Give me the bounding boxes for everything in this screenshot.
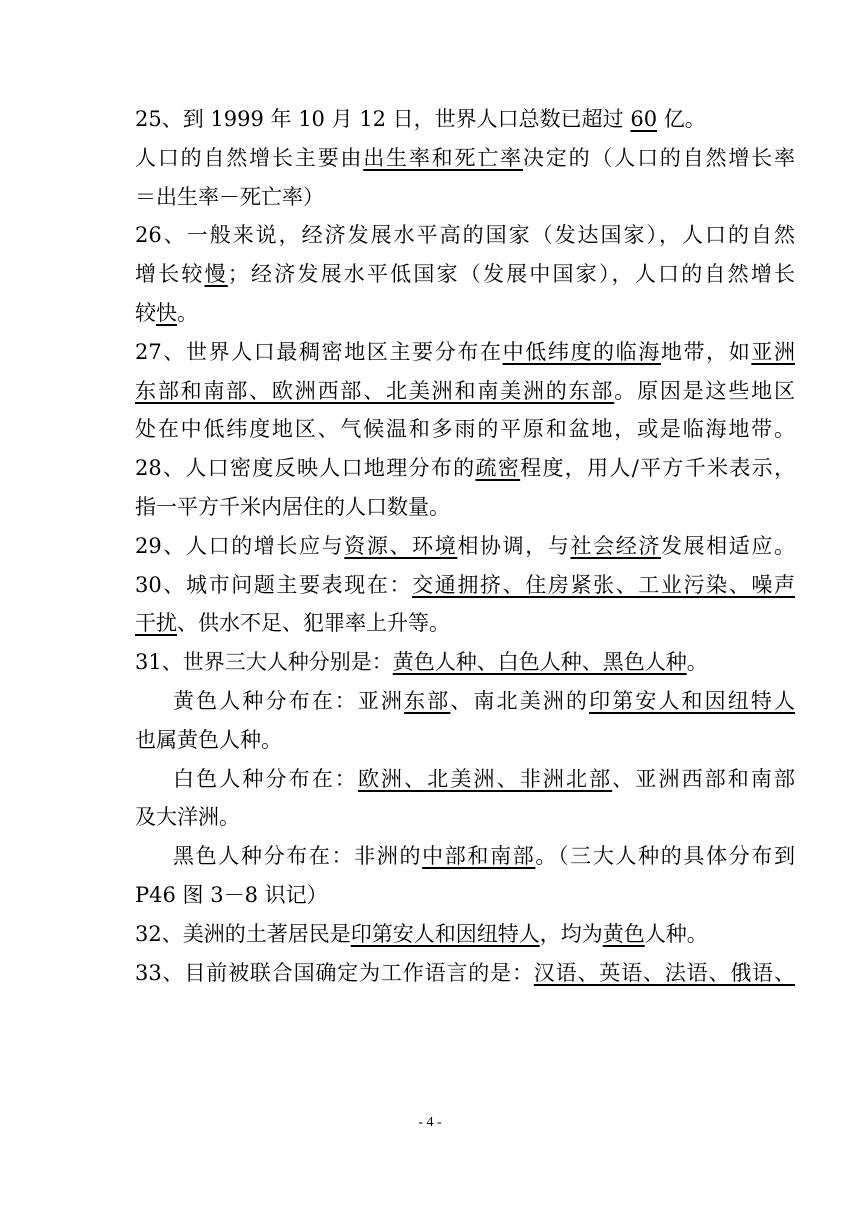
text-segment: 发展相适应。 xyxy=(660,533,796,558)
text-line xyxy=(135,798,795,837)
text-segment: 决定的（人口的自然增长率 xyxy=(522,145,796,170)
text-segment: 29、人口的增长应与 xyxy=(135,533,345,558)
text-segment: 。 xyxy=(686,650,708,675)
text-line xyxy=(135,915,795,954)
text-line xyxy=(135,139,795,178)
document-body xyxy=(135,100,795,992)
text-segment: 黑色人种分布在：非洲的 xyxy=(173,844,423,869)
text-segment: 26、一般来说，经济发展水平高的国家（发达国家），人口的自然 xyxy=(135,223,795,248)
text-line xyxy=(135,100,795,139)
text-segment: 指一平方千米内居住的人口数量。 xyxy=(135,494,450,519)
text-line xyxy=(135,604,795,643)
text-line xyxy=(135,954,795,993)
text-line xyxy=(135,721,795,760)
text-line xyxy=(135,760,795,799)
text-segment: 及大洋洲。 xyxy=(135,805,240,830)
underlined-answer: 黄色 xyxy=(602,921,645,946)
underlined-answer: 汉语、英语、法语、俄语、 xyxy=(533,960,796,985)
text-segment: 人口的自然增长主要由 xyxy=(135,145,364,170)
text-segment: 、亚洲西部和南部 xyxy=(612,766,796,791)
text-line xyxy=(135,682,795,721)
underlined-answer: 东部和南部、欧洲西部、北美洲和南美洲的东部 xyxy=(135,378,615,403)
underlined-answer: 干扰 xyxy=(135,611,177,636)
underlined-answer: 印第安人和因纽特人 xyxy=(589,688,796,713)
text-line xyxy=(135,643,795,682)
text-segment: 较 xyxy=(135,300,156,325)
text-segment: 增长较 xyxy=(135,262,205,287)
text-segment: 白色人种分布在： xyxy=(173,766,358,791)
text-segment: P46 图 3－8 识记） xyxy=(135,882,328,907)
text-segment: 33、目前被联合国确定为工作语言的是： xyxy=(135,960,534,985)
text-line xyxy=(135,255,795,294)
text-line xyxy=(135,333,795,372)
text-segment: 31、世界三大人种分别是： xyxy=(135,650,393,675)
underlined-answer: 印第安人和因纽特人 xyxy=(350,921,540,946)
underlined-answer: 社会经济 xyxy=(570,533,661,558)
text-line xyxy=(135,488,795,527)
text-segment: 。（三大人种的具体分布到 xyxy=(535,844,796,869)
text-line xyxy=(135,837,795,876)
text-line xyxy=(135,294,795,333)
text-segment: 32、美洲的土著居民是 xyxy=(135,921,351,946)
text-segment: 、供水不足、犯罪率上升等。 xyxy=(177,611,450,636)
page-number: - 4 - xyxy=(418,1115,442,1130)
text-segment: 处在中低纬度地区、气候温和多雨的平原和盆地，或是临海地带。 xyxy=(135,417,795,442)
underlined-answer: 中低纬度的临海 xyxy=(502,339,661,364)
text-segment: 30、城市问题主要表现在： xyxy=(135,572,413,597)
text-segment: 。 xyxy=(177,300,198,325)
text-line xyxy=(135,372,795,411)
underlined-answer: 欧洲、北美洲、非洲北部 xyxy=(357,766,613,791)
text-segment: 程度，用人/平方千米表示， xyxy=(520,456,796,481)
text-segment: 25、到 1999 年 10 月 12 日，世界人口总数已超过 xyxy=(135,107,631,131)
text-line xyxy=(135,449,795,488)
text-segment: 相协调，与 xyxy=(457,533,571,558)
text-segment: 亿。 xyxy=(657,107,706,131)
text-segment: 27、世界人口最稠密地区主要分布在 xyxy=(135,339,503,364)
underlined-answer: 黄色人种、白色人种、黑色人种 xyxy=(392,650,687,675)
underlined-answer: 慢 xyxy=(204,262,228,287)
text-segment: 、南北美洲的 xyxy=(450,688,590,713)
text-line xyxy=(135,566,795,605)
underlined-answer: 中部和南部 xyxy=(422,844,536,869)
text-line xyxy=(135,527,795,566)
text-segment: 。原因是这些地区 xyxy=(614,378,795,403)
text-segment: 地带，如 xyxy=(660,339,752,364)
text-line xyxy=(135,216,795,255)
underlined-answer: 快 xyxy=(156,300,177,325)
text-line xyxy=(135,410,795,449)
underlined-answer: 亚洲 xyxy=(751,339,796,364)
underlined-answer: 疏密 xyxy=(475,456,521,481)
text-line xyxy=(135,876,795,915)
underlined-answer: 交通拥挤、住房紧张、工业污染、噪声 xyxy=(412,572,795,597)
underlined-answer: 东部 xyxy=(404,688,451,713)
text-line xyxy=(135,178,795,217)
text-segment: ，均为 xyxy=(539,921,603,946)
underlined-answer: 出生率和死亡率 xyxy=(363,145,523,170)
text-segment: ＝出生率－死亡率） xyxy=(135,184,324,209)
text-segment: 也属黄色人种。 xyxy=(135,727,282,752)
text-segment: ；经济发展水平低国家（发展中国家），人口的自然增长 xyxy=(227,262,796,287)
text-segment: 28、人口密度反映人口地理分布的 xyxy=(135,456,476,481)
underlined-answer: 60 xyxy=(630,107,658,131)
underlined-answer: 资源、环境 xyxy=(344,533,458,558)
text-segment: 黄色人种分布在：亚洲 xyxy=(173,688,405,713)
text-segment: 人种。 xyxy=(644,921,708,946)
